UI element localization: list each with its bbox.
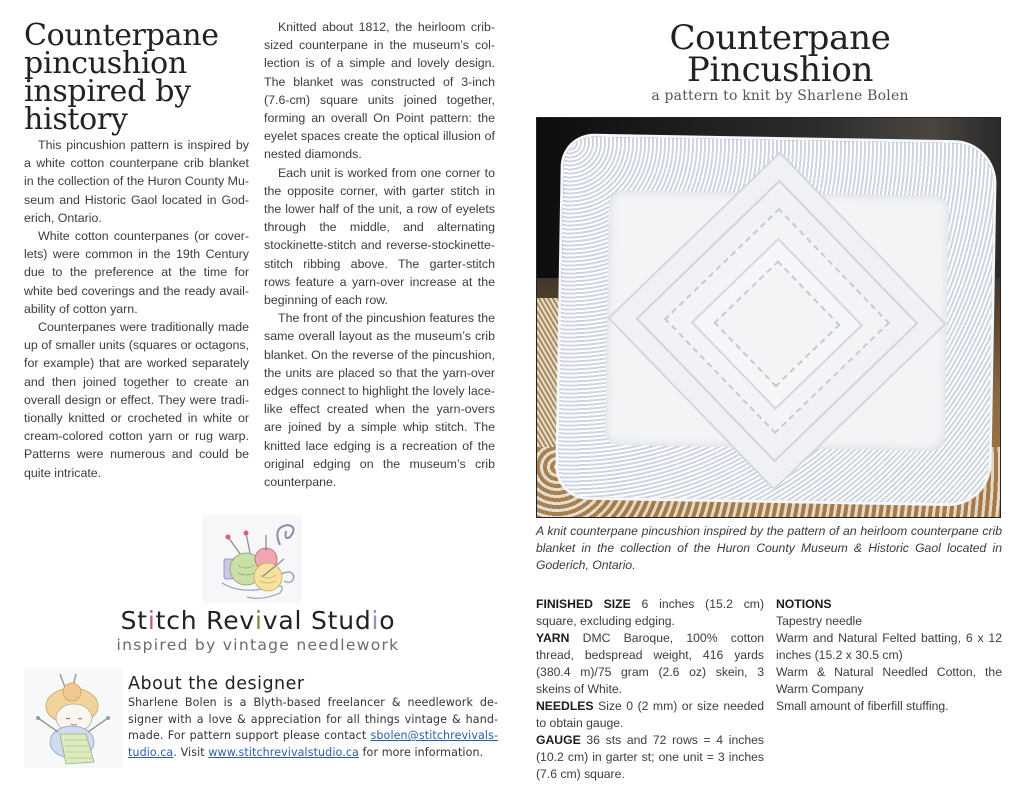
about-text: for more information. xyxy=(358,745,484,759)
pattern-title-line-1: Counterpane xyxy=(669,18,891,58)
about-designer-section xyxy=(128,673,498,761)
headline-line: pincushion xyxy=(24,46,187,81)
brand-name-part: tch Rev xyxy=(155,606,255,635)
brand-logo xyxy=(100,606,416,654)
notion-item: Warm & Natural Needled Cotton, the Warm Company xyxy=(776,665,1002,696)
paragraph: White cotton counterpanes (or coverlets) were common in the 19th Century due to the preference at the time for white bed coverings and the ready availability of cotton yarn. xyxy=(24,229,249,316)
email-link[interactable]: sbolen@stitchrevivalstudio.ca xyxy=(128,729,498,759)
about-text: . Visit xyxy=(173,745,209,759)
article-column-1 xyxy=(24,18,249,482)
pattern-specs xyxy=(536,596,764,783)
knitting-girl-illustration-icon xyxy=(24,668,122,768)
spec-yarn xyxy=(536,630,764,698)
spec-label: YARN xyxy=(536,631,570,645)
brand-name xyxy=(100,606,416,636)
website-link[interactable]: www.stitchrevivalstudio.ca xyxy=(208,745,359,759)
pattern-subtitle: a pattern to knit by Sharlene Bolen xyxy=(651,88,909,104)
paragraph: Each unit is worked from one corner to the opposite corner, with garter stitch in the lower half of the unit, a row of eyelets through the middle, and alternating stockinette-stitch and reverse-stockinette-stitch ribbing above. The garter-stitch rows feature a yarn-over increase at the beginning of each row. xyxy=(264,165,495,308)
notion-item: Warm and Natural Felted batting, 6 x 12 inches (15.2 x 30.5 cm) xyxy=(776,631,1002,662)
spec-value: Size 0 (2 mm) or size needed to obtain gauge. xyxy=(536,699,764,730)
spec-value: 6 inches (15.2 cm) square, excluding edging. xyxy=(536,597,765,628)
headline-line: inspired by xyxy=(24,74,191,109)
spec-label: NEEDLES xyxy=(536,699,594,713)
article-column-2 xyxy=(264,18,495,491)
spec-value: 36 sts and 72 rows = 4 inches (10.2 cm) in garter st; one unit = 3 inches (7.6 cm) square. xyxy=(536,733,764,781)
about-text: Sharlene Bolen is a Blyth-based freelancer & needlework designer with a love & appreciation for all things vintage & handmade. For pattern support please contact xyxy=(128,696,498,743)
paragraph: This pincushion pattern is inspired by a white cotton counterpane crib blanket in the collection of the Huron County Museum and Historic Gaol located in Goderich, Ontario. xyxy=(24,138,249,225)
notions-list xyxy=(776,596,1002,715)
nested-diamond-pattern xyxy=(664,207,890,433)
knitted-cushion xyxy=(605,190,949,451)
spec-value: DMC Baroque, 100% cotton thread, bedspread weight, 416 yards (380.4 m)/75 gram (2.6 oz) skein, 3 skeins of White. xyxy=(536,631,764,696)
paragraph: Knitted about 1812, the heirloom crib-sized counterpane in the museum’s collection is of a simple and lovely design. The blanket was constructed of 3-inch (7.6-cm) square units joined together, forming an overall On Point pattern: the eyelet spaces create the optical illusion of nested diamonds. xyxy=(264,20,495,162)
headline-line: Counterpane xyxy=(24,18,219,53)
about-designer-body xyxy=(128,695,498,761)
spec-finished-size xyxy=(536,596,764,630)
notions-heading: NOTIONS xyxy=(776,597,832,611)
brand-name-part: St xyxy=(120,606,148,635)
spec-needles xyxy=(536,698,764,732)
pattern-title-block xyxy=(560,18,1000,104)
notion-item: Tapestry needle xyxy=(776,614,863,628)
paragraph: Counterpanes were traditionally made up of smaller units (squares or octagons, for example) that are worked separately and then joined together to create an overall design or effect. They were traditionally knitted or crocheted in white or cream-colored cotton yarn or rug warp. Patterns were numerous and could be quite intricate. xyxy=(24,320,249,480)
headline-line: history xyxy=(24,102,128,137)
spec-gauge xyxy=(536,732,764,783)
brand-name-accent: i xyxy=(371,606,380,635)
brand-name-accent: i xyxy=(255,606,263,635)
brand-tagline: inspired by vintage needlework xyxy=(116,636,400,654)
brand-name-part: val Stud xyxy=(262,606,372,635)
paragraph: The front of the pincushion features the same overall layout as the museum’s crib blanket. On the reverse of the pincushion, the units are placed so that the yarn-over edges connect to highlight the lovely lace-like effect created when the yarn-overs are joined by a simple whip stitch. The knitted lace edging is a recreation of the original edging on the museum’s crib counterpane. xyxy=(264,311,495,490)
spec-label: FINISHED SIZE xyxy=(536,597,631,611)
brand-name-part: o xyxy=(379,606,396,635)
pincushion-photo xyxy=(536,117,1001,518)
brand-name-accent: i xyxy=(147,606,156,635)
yarn-balls-knitting-needles-icon xyxy=(202,515,302,603)
spec-label: GAUGE xyxy=(536,733,581,747)
photo-caption: A knit counterpane pincushion inspired by the pattern of an heirloom counterpane crib blanket in the collection of the Huron County Museum & Historic Gaol located in Goderich, Ontario. xyxy=(536,524,1002,572)
pattern-title-line-2: Pincushion xyxy=(686,50,874,90)
about-designer-heading: About the designer xyxy=(128,674,305,694)
notion-item: Small amount of fiberfill stuffing. xyxy=(776,699,949,713)
article-headline xyxy=(24,18,249,137)
